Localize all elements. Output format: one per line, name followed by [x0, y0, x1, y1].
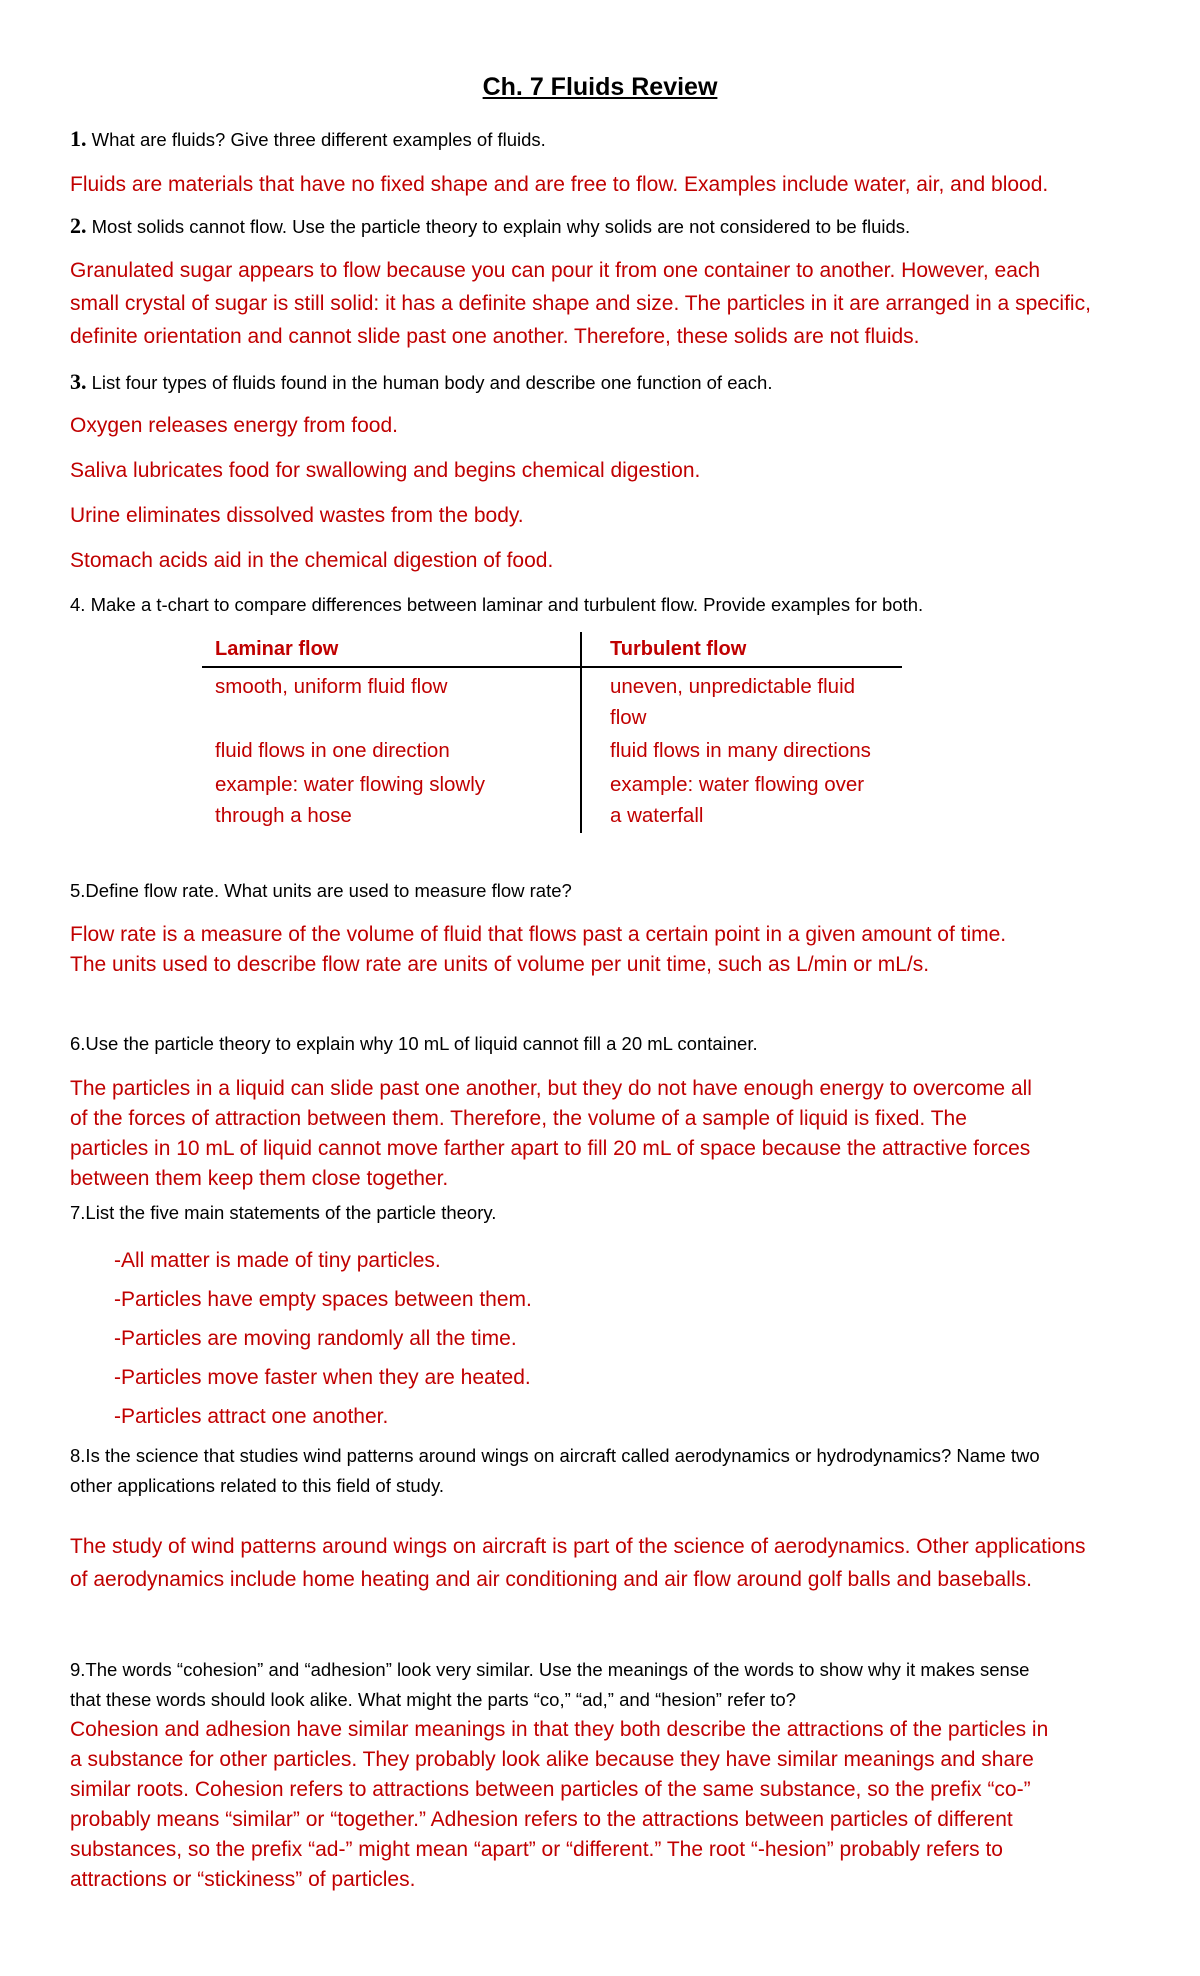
answer-7-line: -Particles have empty spaces between them. — [114, 1288, 532, 1311]
t-chart-right-cell: a waterfall — [610, 804, 704, 827]
answer-6-line: particles in 10 mL of liquid cannot move farther apart to fill 20 mL of space because the attractive forces — [70, 1137, 1031, 1160]
question-8-line: 8.Is the science that studies wind patterns around wings on aircraft called aerodynamics or hydrodynamics? Name two — [70, 1445, 1040, 1466]
question-4: 4. Make a t-chart to compare differences between laminar and turbulent flow. Provide examples for both. — [70, 594, 924, 615]
answer-6-line: of the forces of attraction between them. Therefore, the volume of a sample of liquid is fixed. The — [70, 1107, 967, 1130]
answer-9-line: substances, so the prefix “ad-” might mean “apart” or “different.” The root “-hesion” probably refers to — [70, 1838, 1003, 1861]
t-chart-left-cell: example: water flowing slowly — [215, 773, 486, 796]
t-chart-right-cell: flow — [610, 706, 647, 729]
question-9-line: 9.The words “cohesion” and “adhesion” look very similar. Use the meanings of the words to show why it makes sense — [70, 1659, 1030, 1680]
t-chart-vertical-rule — [580, 632, 582, 833]
answer-3-line: Saliva lubricates food for swallowing and begins chemical digestion. — [70, 459, 701, 482]
t-chart-left-cell: fluid flows in one direction — [215, 739, 450, 762]
question-6: 6.Use the particle theory to explain why 10 mL of liquid cannot fill a 20 mL container. — [70, 1033, 758, 1054]
question-3 — [70, 367, 772, 398]
answer-9-line: Cohesion and adhesion have similar meanings in that they both describe the attractions of the particles in — [70, 1718, 1049, 1741]
question-9-line: that these words should look alike. What might the parts “co,” “ad,” and “hesion” refer to? — [70, 1689, 796, 1710]
t-chart-right-cell: example: water flowing over — [610, 773, 865, 796]
question-number: 3. — [70, 369, 87, 394]
t-chart-horizontal-rule — [202, 666, 902, 668]
question-1 — [70, 124, 546, 155]
question-text: List four types of fluids found in the human body and describe one function of each. — [86, 372, 773, 393]
answer-7-line: -Particles move faster when they are heated. — [114, 1366, 531, 1389]
answer-9-line: probably means “similar” or “together.” Adhesion refers to the attractions between particles of different — [70, 1808, 1013, 1831]
question-text: Most solids cannot flow. Use the particle theory to explain why solids are not considered to be fluids. — [86, 216, 911, 237]
question-2 — [70, 211, 910, 242]
t-chart-right-cell: fluid flows in many directions — [610, 739, 871, 762]
answer-9-line: a substance for other particles. They probably look alike because they have similar meanings and share — [70, 1748, 1034, 1771]
question-8-line: other applications related to this field of study. — [70, 1475, 444, 1496]
answer-3-line: Oxygen releases energy from food. — [70, 414, 399, 437]
answer-9-line: similar roots. Cohesion refers to attractions between particles of the same substance, so the prefix “co-” — [70, 1778, 1031, 1801]
answer-7-line: -Particles are moving randomly all the time. — [114, 1327, 517, 1350]
answer-2-line: Granulated sugar appears to flow because you can pour it from one container to another. However, each — [70, 259, 1041, 282]
t-chart-left-cell: smooth, uniform fluid flow — [215, 675, 448, 698]
answer-8-line: of aerodynamics include home heating and air conditioning and air flow around golf balls and baseballs. — [70, 1568, 1032, 1591]
answer-9-line: attractions or “stickiness” of particles. — [70, 1868, 416, 1891]
question-text: What are fluids? Give three different examples of fluids. — [86, 129, 546, 150]
t-chart-left-header: Laminar flow — [215, 638, 339, 660]
answer-8-line: The study of wind patterns around wings on aircraft is part of the science of aerodynamics. Other applications — [70, 1535, 1086, 1558]
question-5: 5.Define flow rate. What units are used to measure flow rate? — [70, 880, 572, 901]
answer-3-line: Urine eliminates dissolved wastes from the body. — [70, 504, 524, 527]
question-number: 2. — [70, 213, 87, 238]
answer-2-line: definite orientation and cannot slide past one another. Therefore, these solids are not fluids. — [70, 325, 920, 348]
answer-5-line: Flow rate is a measure of the volume of fluid that flows past a certain point in a given amount of time. — [70, 923, 1007, 946]
answer-1: Fluids are materials that have no fixed shape and are free to flow. Examples include water, air, and blood. — [70, 173, 1049, 196]
answer-5-line: The units used to describe flow rate are units of volume per unit time, such as L/min or mL/s. — [70, 953, 930, 976]
t-chart-left-cell: through a hose — [215, 804, 352, 827]
answer-6-line: between them keep them close together. — [70, 1167, 449, 1190]
answer-7-line: -Particles attract one another. — [114, 1405, 389, 1428]
question-number: 1. — [70, 126, 87, 151]
t-chart-right-header: Turbulent flow — [610, 638, 747, 660]
answer-6-line: The particles in a liquid can slide past one another, but they do not have enough energy to overcome all — [70, 1077, 1032, 1100]
answer-7-line: -All matter is made of tiny particles. — [114, 1249, 441, 1272]
question-7: 7.List the five main statements of the particle theory. — [70, 1202, 497, 1223]
answer-2-line: small crystal of sugar is still solid: it has a definite shape and size. The particles in it are arranged in a specific, — [70, 292, 1091, 315]
answer-3-line: Stomach acids aid in the chemical digestion of food. — [70, 549, 554, 572]
t-chart-right-cell: uneven, unpredictable fluid — [610, 675, 856, 698]
page-title: Ch. 7 Fluids Review — [482, 73, 718, 101]
